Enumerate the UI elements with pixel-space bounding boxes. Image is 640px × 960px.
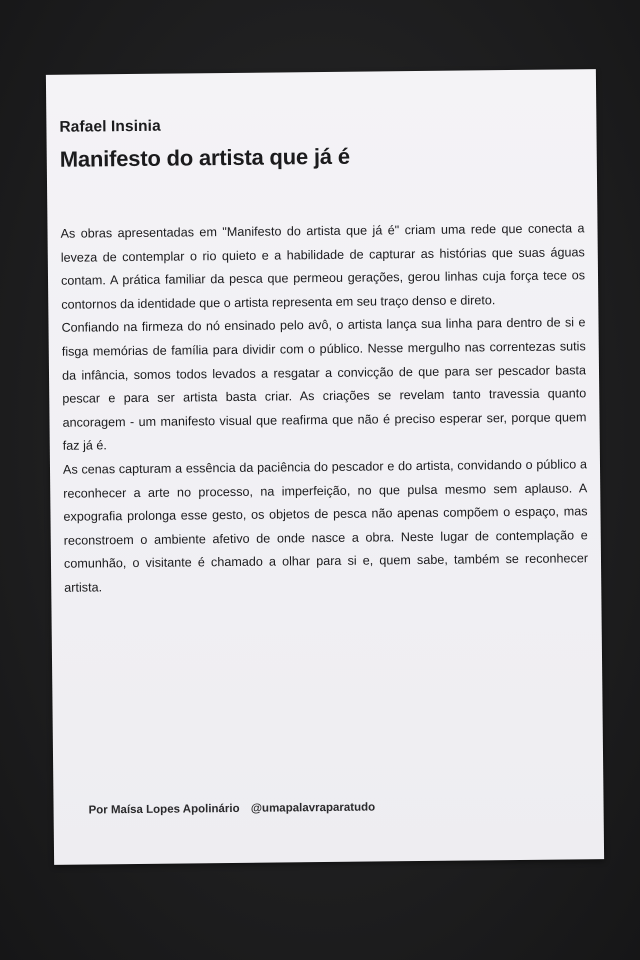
manifesto-body	[60, 217, 588, 600]
credit-handle: @umapalavraparatudo	[250, 801, 376, 815]
body-paragraph-2: Confiando na firmeza do nó ensinado pelo avô, o artista lança sua linha para dentro de si e fisga memórias de família para dividir com o público. Nesse mergulho nas correntezas sutis da infância, somos todos levados a resgatar a convicção de que para ser pescador basta pescar e para ser artista basta criar. As criações se revelam tanto travessia quanto ancoragem - um manifesto visual que reafirma que não é preciso esperar ser, porque quem faz já é.	[61, 315, 587, 454]
artist-name: Rafael Insinia	[59, 117, 161, 136]
manifesto-title: Manifesto do artista que já é	[59, 143, 350, 172]
body-paragraph-3: As cenas capturam a essência da paciência do pescador e do artista, convidando o público a reconhecer a arte no processo, na imperfeição, no que pulsa mesmo sem aplauso. A expografia prolonga esse gesto, os objetos de pesca não apenas compõem o espaço, mas reconstroem o ambiente afetivo de onde nasce a obra. Neste lugar de contemplação e comunhão, o visitante é chamado a olhar para si e, quem sabe, também se reconhecer artista.	[62, 457, 589, 595]
credit-author: Por Maísa Lopes Apolinário	[88, 802, 240, 817]
paper-sheet	[46, 69, 604, 865]
sheet-content	[59, 113, 588, 600]
credit-line	[89, 801, 376, 816]
body-paragraph-1: As obras apresentadas em "Manifesto do artista que já é" criam uma rede que conecta a leveza de contemplar o rio quieto e a habilidade de capturar as histórias que suas águas contam. A prática familiar da pesca que permeou gerações, gerou linhas cuja força tece os contornos da identidade que o artista representa em seu traço denso e direto.	[60, 221, 586, 312]
